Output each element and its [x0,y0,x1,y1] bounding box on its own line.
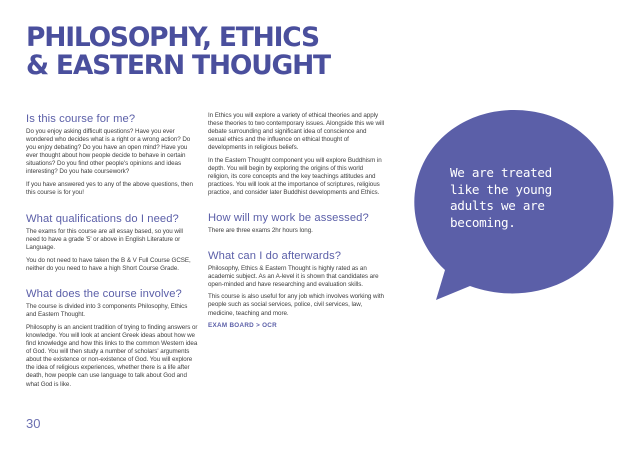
paragraph: You do not need to have taken the B & V Full Course GCSE, neither do you need to have a high Short Course Grade. [26,256,191,272]
paragraph: In the Eastern Thought component you will explore Buddhism in depth. You will begin by exploring the origins of this world religion, its core concepts and the key teachings attitudes and practices. You will look at the importance of scriptures, religious practice, and consider later Buddhist developments and Ethics. [208,156,382,197]
quote-line: like the young [450,181,552,197]
section-heading: What does the course involve? [26,288,182,301]
title-line-1: PHILOSOPHY, ETHICS [26,22,319,53]
paragraph: Do you enjoy asking difficult questions? Have you ever wondered who decides what is a right or a wrong action? Do you enjoy debating? Do you have an open mind? Have you ever thought about how people decide to behave in certain situations? Do you find other people's opinions and ideas interesting? Do you hate coursework? [26,128,191,176]
section-heading: How will my work be assessed? [208,211,369,224]
paragraph: The exams for this course are all essay based, so you will need to have a grade '5' or above in English Literature or Language. [26,227,183,251]
section-heading: What qualifications do I need? [26,212,179,225]
paragraph: Philosophy is an ancient tradition of trying to finding answers or knowledge. You will look at ancient Greek ideas about how we find knowledge and how this links to the common Western idea of God. You will then study a number of scholars' arguments about the existence or non-existence of God. You will explore the idea of religious experiences, whether there is a life after death, how people can use language to talk about God and what God is like. [26,323,198,388]
paragraph: If you have answered yes to any of the above questions, then this course is for you! [26,181,193,197]
quote-text [450,165,600,231]
page-number: 30 [26,416,41,431]
quote-line: becoming. [450,214,516,230]
exam-board-label: EXAM BOARD > OCR [208,322,277,330]
title-line-2: & EASTERN THOUGHT [26,50,330,81]
section-heading: What can I do afterwards? [208,249,342,262]
paragraph: In Ethics you will explore a variety of ethical theories and apply these theories to two contemporary issues. Alongside this we will debate surrounding and significant idea of conscience and sexual ethics and the influence on ethical thought of developments in religious beliefs. [208,112,385,152]
paragraph: There are three exams 2hr hours long. [208,226,313,234]
paragraph: This course is also useful for any job which involves working with people such as social services, police, civil services, law, medicine, teaching and more. [208,293,384,317]
section-heading: Is this course for me? [26,113,136,125]
quote-line: adults we are [450,198,545,213]
paragraph: Philosophy, Ethics & Eastern Thought is highly rated as an academic subject. As an A-level it is shown that candidates are open-minded and have researching and evaluation skills. [208,264,379,288]
quote-line: We are treated [450,165,552,180]
paragraph: The course is divided into 3 components Philosophy, Ethics and Eastern Thought. [26,303,188,319]
